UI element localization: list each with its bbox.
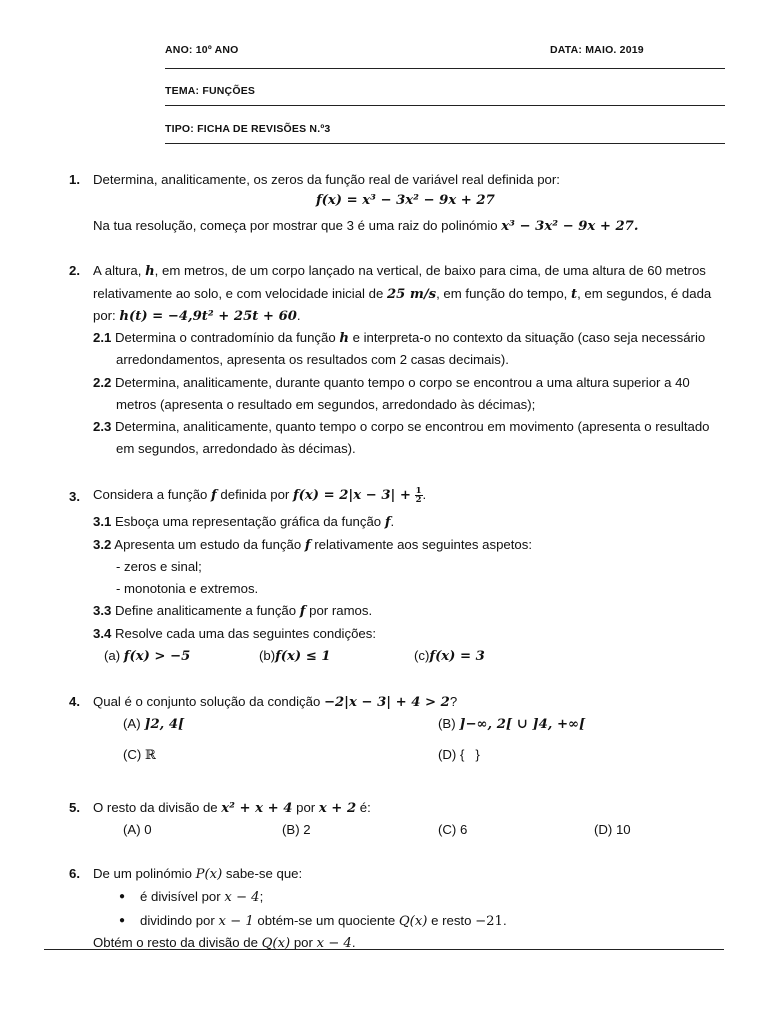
q2-sub2-cont: metros (apresenta o resultado em segundos, arredondado às décimas);: [116, 397, 536, 412]
q5-option-A: (A) 0: [123, 822, 152, 837]
q6-bullet-2: [140, 913, 507, 929]
q3-sub3-text: por ramos.: [309, 603, 373, 618]
bullet-icon: ●: [119, 891, 126, 902]
q6-math: x − 1: [218, 914, 254, 929]
q3-option-c: [414, 648, 485, 664]
q2-text: relativamente ao solo, e com velocidade inicial de: [93, 286, 384, 301]
question-number: 2.: [69, 263, 80, 278]
q5-option-B: (B) 2: [282, 822, 311, 837]
q2-line-3: por: h(t) = −4,9t² + 25t + 60.: [93, 308, 301, 324]
q5-divisor: x + 2: [318, 801, 357, 816]
q4-option-C: [123, 747, 156, 763]
sub-number: 3.4: [93, 626, 112, 641]
q2-var-h: h: [145, 264, 155, 279]
fraction-denominator: 2: [415, 495, 422, 506]
q5-polynomial: x² + x + 4: [221, 801, 293, 816]
q3-sub3-text: Define analiticamente a função: [115, 603, 297, 618]
question-number: 3.: [69, 489, 80, 504]
q2-sub1-text: e interpreta-o no contexto da situação (caso seja necessário: [352, 330, 706, 345]
header-data: DATA: MAIO. 2019: [550, 44, 644, 56]
option-value: f(x) > −5: [123, 649, 191, 664]
q3-sub3: [93, 603, 372, 619]
q6-text-part: .: [351, 935, 356, 950]
fraction-numerator: 1: [415, 486, 422, 497]
option-label: (A): [123, 716, 141, 731]
q2-line-1: [93, 263, 706, 279]
q6-polynomial-p: P(x): [195, 867, 223, 882]
question-number: 5.: [69, 800, 80, 815]
q4-option-A: [123, 716, 184, 732]
q4-text-part: Qual é o conjunto solução da condição: [93, 694, 321, 709]
q3-item-a: - zeros e sinal;: [116, 559, 202, 574]
q2-sub2: [93, 375, 690, 390]
q6-text-part: De um polinómio: [93, 866, 192, 881]
q2-sub3: [93, 419, 710, 434]
q3-sub4: [93, 626, 376, 641]
q6-math: Q(x): [261, 936, 291, 951]
q3-option-a: [104, 648, 190, 664]
option-value: ]−∞, 2[ ∪ ]4, +∞[: [459, 717, 586, 732]
q6-text-part: obtém-se um quociente: [257, 913, 396, 928]
q2-var-h: h: [339, 331, 349, 346]
q3-sub2: [93, 537, 532, 553]
q6-text-part: é divisível por: [140, 889, 221, 904]
q3-var-f: f: [304, 538, 311, 553]
q2-sub3-text: Determina, analiticamente, quanto tempo o corpo se encontrou em movimento (apresenta o resultado: [115, 419, 710, 434]
header-divider: [165, 143, 725, 144]
q1-note-text: Na tua resolução, começa por mostrar que 3 é uma raiz do polinómio: [93, 218, 498, 233]
q4-option-B: [438, 716, 585, 732]
q1-formula: f(x) = x³ − 3x² − 9x + 27: [316, 193, 495, 208]
sub-number: 3.1: [93, 514, 112, 529]
bullet-icon: ●: [119, 915, 126, 926]
q2-text: por:: [93, 308, 116, 323]
page-bottom-rule: [44, 949, 724, 950]
q3-sub1: 3.1 Esboça uma representação gráfica da função f.: [93, 514, 395, 530]
q2-line-2: [93, 286, 711, 302]
q2-sub1-text: Determina o contradomínio da função: [115, 330, 336, 345]
option-label: (a): [104, 648, 121, 663]
sub-number: 2.1: [93, 330, 112, 345]
q4-condition: −2|x − 3| + 4 > 2: [323, 695, 450, 710]
q6-text-part: e resto: [431, 913, 472, 928]
q3-text-part: Considera a função: [93, 487, 208, 502]
q6-text-part: sabe-se que:: [225, 866, 303, 881]
header-tema: TEMA: FUNÇÕES: [165, 85, 256, 97]
q1-note-poly: x³ − 3x² − 9x + 27.: [501, 219, 639, 234]
q6-math: Q(x): [398, 914, 428, 929]
q2-sub2-text: Determina, analiticamente, durante quanto tempo o corpo se encontrou a uma altura superior a 40: [115, 375, 690, 390]
q2-text: , em função do tempo,: [436, 286, 568, 301]
q3-var-f: f: [299, 604, 306, 619]
sub-number: 2.2: [93, 375, 112, 390]
question-number: 4.: [69, 694, 80, 709]
q6-text: [93, 866, 302, 882]
option-value: { }: [459, 747, 480, 762]
question-number: 6.: [69, 866, 80, 881]
option-label: (C): [123, 747, 142, 762]
q6-math: x − 4: [224, 890, 260, 905]
option-value: f(x) = 3: [429, 649, 485, 664]
q3-var-f: f: [211, 488, 217, 503]
q6-math: −21: [475, 914, 503, 929]
q3-sub1-text: Esboça uma representação gráfica da função: [115, 514, 382, 529]
q3-var-f: f: [384, 515, 391, 530]
q2-sub1: [93, 330, 705, 346]
q2-sub3-cont: em segundos, arredondado às décimas).: [116, 441, 356, 456]
q2-velocity: 25 m/s: [386, 287, 437, 302]
q5-text-part: por: [296, 800, 316, 815]
option-value: ℝ: [144, 748, 156, 763]
q6-text-part: .: [502, 913, 507, 928]
q2-text: , em metros, de um corpo lançado na vertical, de baixo para cima, de uma altura de 60 metros: [154, 263, 706, 278]
q3-item-b: - monotonia e extremos.: [116, 581, 259, 596]
header-tipo: TIPO: FICHA DE REVISÕES N.º3: [165, 123, 331, 135]
sub-number: 3.3: [93, 603, 112, 618]
sub-number: 3.2: [93, 537, 112, 552]
q3-sub4-text: Resolve cada uma das seguintes condições:: [115, 626, 376, 641]
q3-text: Considera a função f definida por f(x) = 2|x − 3| + $\frac{1}{2}$ .: [93, 486, 427, 506]
option-value: ]2, 4[: [144, 717, 185, 732]
option-label: (D): [438, 747, 457, 762]
header-divider: [165, 105, 725, 106]
q6-math: x − 4: [316, 936, 352, 951]
q3-option-b: [259, 648, 331, 664]
header-divider: [165, 68, 725, 69]
q5-option-C: (C) 6: [438, 822, 468, 837]
q4-text: [93, 694, 457, 710]
option-label: (B): [438, 716, 456, 731]
q5-text: [93, 800, 371, 816]
q3-text-part: definida por: [220, 487, 290, 502]
q2-formula: h(t) = −4,9t² + 25t + 60: [119, 309, 297, 324]
q6-bullet-1: [140, 889, 263, 905]
q4-text-part: ?: [449, 694, 458, 709]
q6-text-part: por: [293, 935, 313, 950]
q3-definition: f(x) = 2|x − 3| +: [293, 488, 411, 503]
q3-sub2-text: relativamente aos seguintes aspetos:: [314, 537, 532, 552]
q1-text: Determina, analiticamente, os zeros da função real de variável real definida por:: [93, 172, 560, 187]
header-ano: ANO: 10º ANO: [165, 44, 239, 56]
sub-number: 2.3: [93, 419, 112, 434]
q3-sub2-text: Apresenta um estudo da função: [114, 537, 302, 552]
q2-sub1-cont: arredondamentos, apresenta os resultados com 2 casas decimais).: [116, 352, 509, 367]
q2-var-t: t: [571, 287, 578, 302]
q6-text-part: dividindo por: [140, 913, 215, 928]
q5-text-part: O resto da divisão de: [93, 800, 218, 815]
q5-option-D: (D) 10: [594, 822, 631, 837]
q6-text-part: Obtém o resto da divisão de: [93, 935, 258, 950]
option-label: (b): [259, 648, 276, 663]
option-label: (c): [414, 648, 430, 663]
header-row-1: [165, 44, 725, 56]
q2-text: A altura,: [93, 263, 142, 278]
q5-text-part: é:: [359, 800, 371, 815]
option-value: f(x) ≤ 1: [275, 649, 331, 664]
q3-fraction: [415, 487, 423, 504]
q4-option-D: [438, 747, 480, 762]
q2-text: , em segundos, é dada: [577, 286, 712, 301]
q1-note: [93, 218, 638, 234]
q6-text-part: ;: [259, 889, 264, 904]
question-number: 1.: [69, 172, 80, 187]
